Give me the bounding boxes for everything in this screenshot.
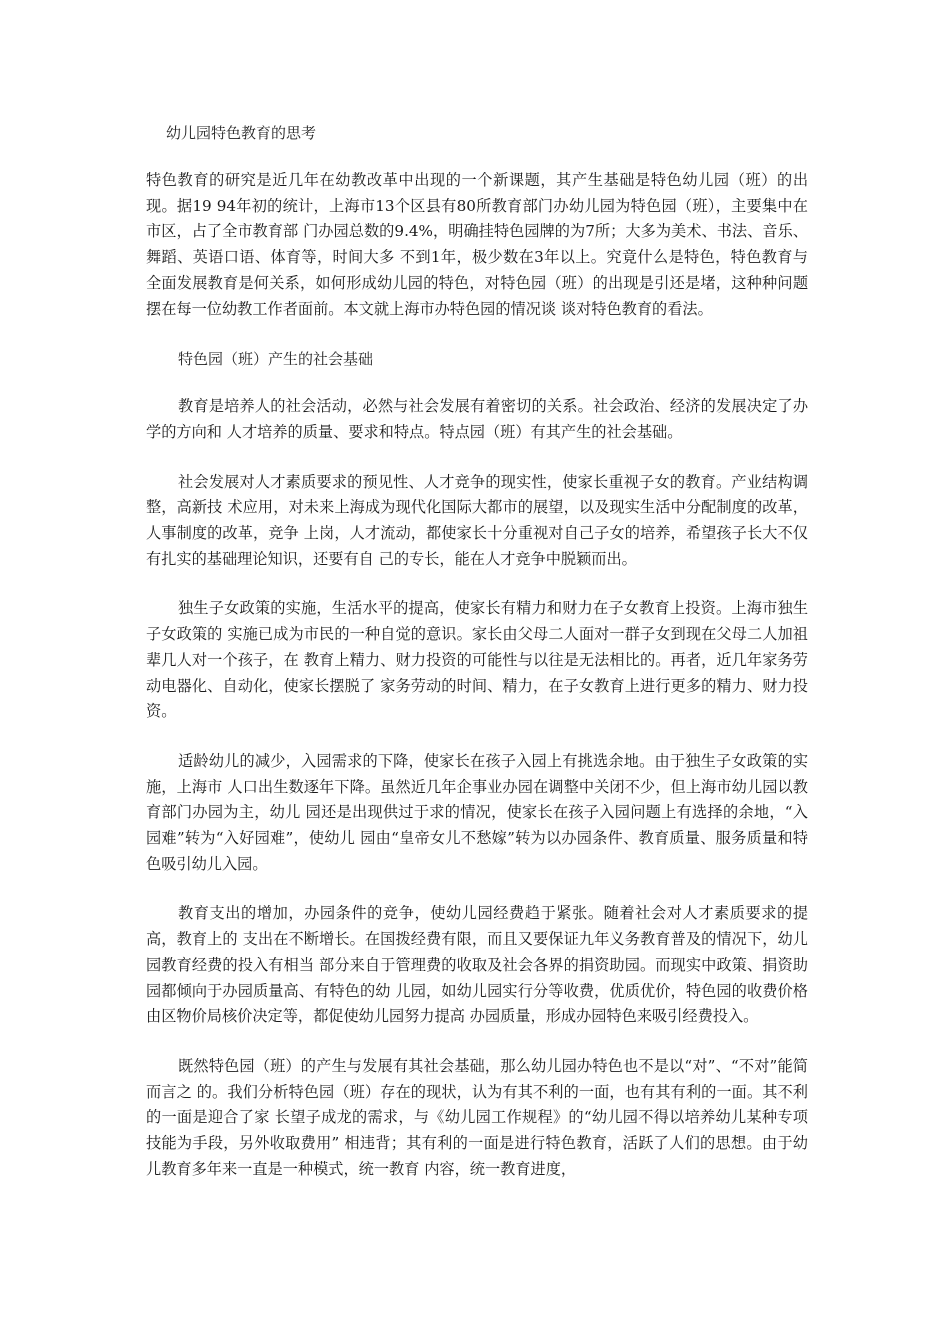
body-paragraph-6: 既然特色园（班）的产生与发展有其社会基础，那么幼儿园办特色也不是以“对”、“不对”能简而言之 的。我们分析特色园（班）存在的现状，认为有其不利的一面，也有其有利的一面。其不利的一面是迎合了家 长望子成龙的需求，与《幼儿园工作规程》的“幼儿园不得以培养幼儿某种专项技能为手段，另外收取费用” 相违背；其有利的一面是进行特色教育，活跃了人们的思想。由于幼儿教育多年来一直是一种模式，统一教育 内容，统一教育进度， xyxy=(146,1056,808,1178)
body-paragraph-5: 教育支出的增加，办园条件的竞争，使幼儿园经费趋于紧张。随着社会对人才素质要求的提高，教育上的 支出在不断增长。在国拨经费有限，而且又要保证九年义务教育普及的情况下，幼儿园教育经费的投入有相当 部分来自于管理费的收取及社会各界的捐资助园。而现实中政策、捐资助园都倾向于办园质量高、有特色的幼 儿园，如幼儿园实行分等收费，优质优价，特色园的收费价格由区物价局核价决定等，都促使幼儿园努力提高 办园质量，形成办园特色来吸引经费投入。 xyxy=(146,904,808,1026)
intro-paragraph: 特色教育的研究是近几年在幼教改革中出现的一个新课题，其产生基础是特色幼儿园（班）的出现。据19 94年初的统计，上海市13个区县有80所教育部门办幼儿园为特色园（班），主要集中在市区，占了全市教育部 门办园总数的9.4%，明确挂特色园牌的为7所；大多为美术、书法、音乐、舞蹈、英语口语、体育等，时间大多 不到1年，极少数在3年以上。究竟什么是特色，特色教育与全面发展教育是何关系，如何形成幼儿园的特色，对特色园（班）的出现是引还是堵，这种种问题摆在每一位幼教工作者面前。本文就上海市办特色园的情况谈 谈对特色教育的看法。 xyxy=(146,171,808,318)
body-paragraph-2: 社会发展对人才素质要求的预见性、人才竞争的现实性，使家长重视子女的教育。产业结构调整，高新技 术应用，对未来上海成为现代化国际大都市的展望，以及现实生活中分配制度的改革，人事制度的改革，竞争 上岗，人才流动，都使家长十分重视对自己子女的培养，希望孩子长大不仅有扎实的基础理论知识，还要有自 己的专长，能在人才竞争中脱颖而出。 xyxy=(146,472,808,568)
body-paragraph-3: 独生子女政策的实施，生活水平的提高，使家长有精力和财力在子女教育上投资。上海市独生子女政策的 实施已成为市民的一种自觉的意识。家长由父母二人面对一群子女到现在父母二人加祖辈几人对一个孩子，在 教育上精力、财力投资的可能性与以往是无法相比的。再者，近几年家务劳动电器化、自动化，使家长摆脱了 家务劳动的时间、精力，在子女教育上进行更多的精力、财力投资。 xyxy=(146,599,808,721)
section-heading: 特色园（班）产生的社会基础 xyxy=(178,350,374,369)
body-paragraph-4: 适龄幼儿的减少，入园需求的下降，使家长在孩子入园上有挑选余地。由于独生子女政策的实施，上海市 人口出生数逐年下降。虽然近几年企事业办园在调整中关闭不少，但上海市幼儿园以教育部门办园为主，幼儿 园还是出现供过于求的情况，使家长在孩子入园问题上有选择的余地，“入园难”转为“入好园难”，使幼儿 园由“皇帝女儿不愁嫁”转为以办园条件、教育质量、服务质量和特色吸引幼儿入园。 xyxy=(146,751,808,873)
body-paragraph-1: 教育是培养人的社会活动，必然与社会发展有着密切的关系。社会政治、经济的发展决定了办学的方向和 人才培养的质量、要求和特点。特点园（班）有其产生的社会基础。 xyxy=(146,397,808,441)
document-page xyxy=(146,120,808,1207)
document-title: 幼儿园特色教育的思考 xyxy=(166,124,317,142)
